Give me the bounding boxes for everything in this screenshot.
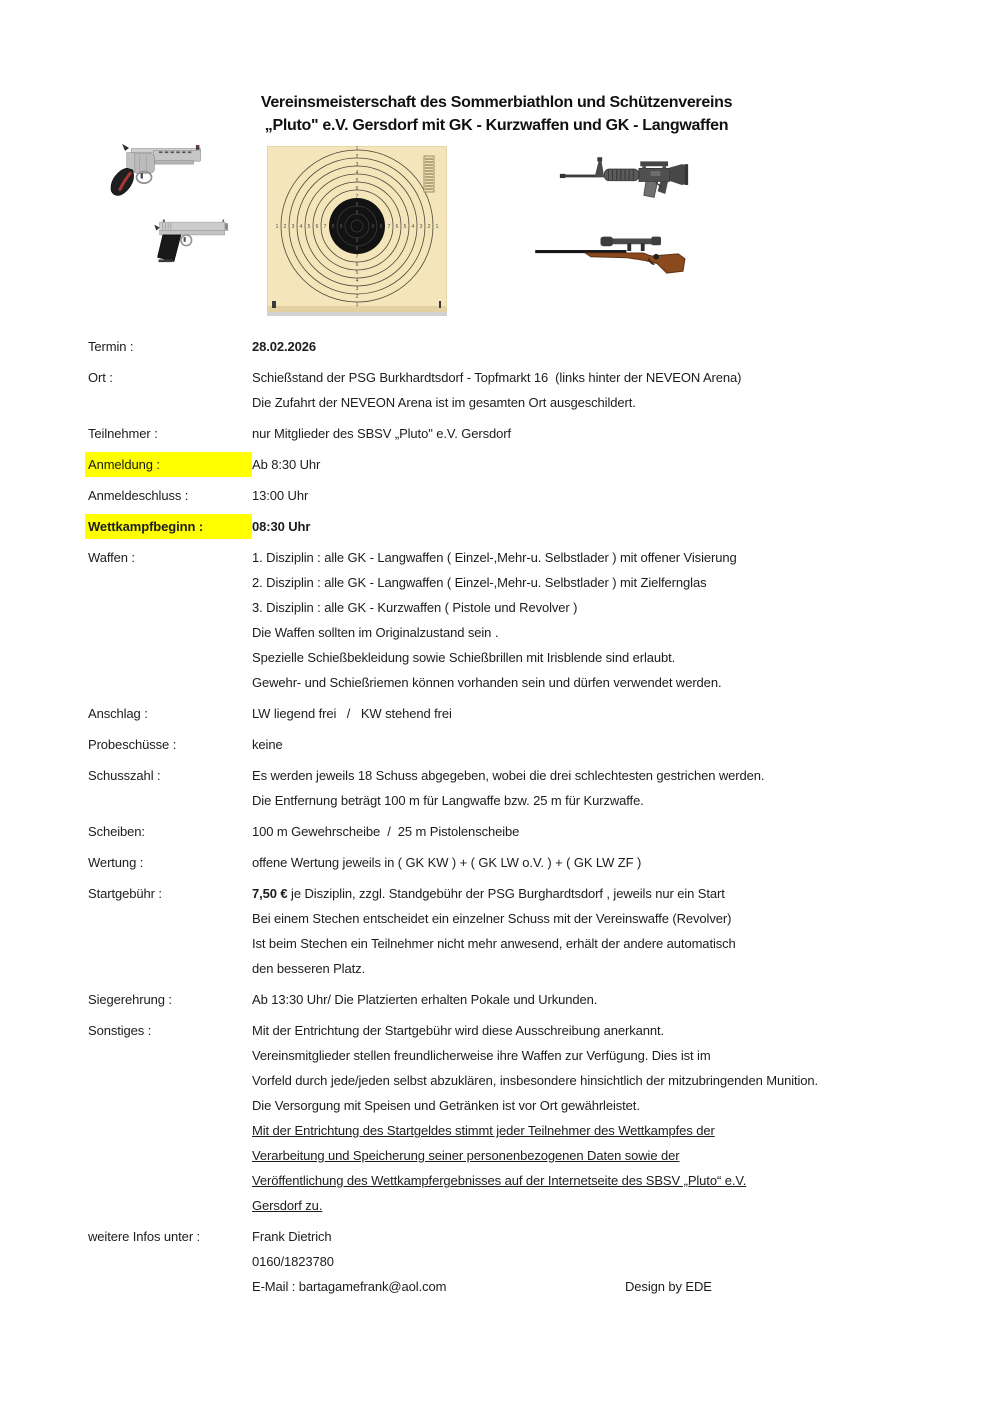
svg-text:8: 8: [355, 246, 359, 252]
info-table: [88, 334, 910, 1305]
row-label: Probeschüsse :: [88, 737, 177, 752]
text-segment: Schießstand der PSG Burkhardtsdorf - Topfmarkt 16 (links hinter der NEVEON Arena): [252, 370, 742, 385]
text-segment: Design by EDE: [625, 1279, 712, 1294]
text-segment: Die Waffen sollten im Originalzustand sein .: [252, 625, 499, 640]
value-line: [252, 670, 910, 695]
text-segment: E-Mail : bartagamefrank@aol.com: [252, 1279, 447, 1294]
row-label: Sonstiges :: [88, 1023, 152, 1038]
svg-text:2: 2: [283, 224, 287, 230]
shooting-target-image: [267, 146, 447, 318]
row-value: [252, 732, 910, 757]
value-line: [252, 620, 910, 645]
value-line: [252, 881, 910, 906]
svg-text:9: 9: [371, 224, 375, 230]
value-line: [252, 483, 910, 508]
text-segment: 2. Disziplin : alle GK - Langwaffen ( Einzel-,Mehr-u. Selbstlader ) mit Zielfernglas: [252, 575, 707, 590]
svg-text:5: 5: [403, 224, 407, 230]
text-segment: Frank Dietrich: [252, 1229, 332, 1244]
text-segment: Bei einem Stechen entscheidet ein einzelner Schuss mit der Vereinswaffe (Revolver): [252, 911, 732, 926]
row-label: Termin :: [88, 339, 134, 354]
svg-text:3: 3: [355, 162, 359, 168]
info-row: [88, 819, 910, 844]
text-segment: Ab 8:30 Uhr: [252, 457, 321, 472]
text-segment: Die Zufahrt der NEVEON Arena ist im gesamten Ort ausgeschildert.: [252, 395, 636, 410]
info-row: [88, 732, 910, 757]
info-row: [88, 514, 910, 539]
svg-text:2: 2: [355, 154, 359, 160]
value-line: [252, 987, 910, 1012]
info-row: [88, 365, 910, 415]
svg-text:4: 4: [411, 224, 415, 230]
svg-text:4: 4: [355, 278, 359, 284]
row-value: [252, 701, 910, 726]
value-line: [252, 788, 910, 813]
svg-text:5: 5: [355, 178, 359, 184]
page-title-line1: Vereinsmeisterschaft des Sommerbiathlon und Schützenvereins: [260, 94, 733, 111]
row-label: Siegerehrung :: [88, 992, 172, 1007]
value-line: [252, 1143, 910, 1168]
row-value: [252, 1224, 910, 1299]
info-row: [88, 1018, 910, 1218]
value-line: [252, 365, 910, 390]
row-label: Wertung :: [88, 855, 144, 870]
value-line: [252, 1274, 910, 1299]
value-line: [252, 1093, 910, 1118]
value-line: [252, 1224, 910, 1249]
value-line: [252, 452, 910, 477]
row-label: Scheiben:: [88, 824, 145, 839]
text-segment: 13:00 Uhr: [252, 488, 309, 503]
row-value: [252, 452, 910, 477]
value-line: [252, 956, 910, 981]
value-line: [252, 645, 910, 670]
svg-text:7: 7: [387, 224, 391, 230]
info-row: [88, 421, 910, 446]
text-segment: 0160/1823780: [252, 1254, 334, 1269]
value-line: [252, 1249, 910, 1274]
row-value: [252, 850, 910, 875]
info-row: [88, 545, 910, 695]
text-segment: Die Versorgung mit Speisen und Getränken ist vor Ort gewährleistet.: [252, 1098, 640, 1113]
row-label: Ort :: [88, 370, 113, 385]
svg-text:7: 7: [355, 254, 359, 260]
svg-text:9: 9: [355, 210, 359, 216]
header-images: [0, 0, 993, 335]
row-value: [252, 483, 910, 508]
info-row: [88, 987, 910, 1012]
value-line: [252, 906, 910, 931]
row-value: [252, 1018, 910, 1218]
revolver-image: [106, 141, 204, 201]
row-label: weitere Infos unter :: [88, 1229, 201, 1244]
text-segment: keine: [252, 737, 283, 752]
row-value: [252, 987, 910, 1012]
text-segment: 08:30 Uhr: [252, 519, 311, 534]
text-segment: nur Mitglieder des SBSV „Pluto" e.V. Gersdorf: [252, 426, 512, 441]
svg-text:5: 5: [355, 270, 359, 276]
value-line: [252, 1068, 910, 1093]
svg-text:3: 3: [419, 224, 423, 230]
text-segment: 100 m Gewehrscheibe / 25 m Pistolenscheibe: [252, 824, 520, 839]
text-segment: je Disziplin, zzgl. Standgebühr der PSG Burghardtsdorf , jeweils nur ein Start: [287, 886, 725, 901]
text-segment: Vereinsmitglieder stellen freundlicherweise ihre Waffen zur Verfügung. Dies ist im: [252, 1048, 711, 1063]
info-row: [88, 334, 910, 359]
info-row: [88, 701, 910, 726]
svg-text:4: 4: [355, 170, 359, 176]
value-line: [252, 732, 910, 757]
text-segment: LW liegend frei / KW stehend frei: [252, 706, 452, 721]
text-segment: Spezielle Schießbekleidung sowie Schießbrillen mit Irisblende sind erlaubt.: [252, 650, 676, 665]
svg-text:3: 3: [291, 224, 295, 230]
text-segment: Mit der Entrichtung der Startgebühr wird diese Ausschreibung anerkannt.: [252, 1023, 665, 1038]
text-segment: Ist beim Stechen ein Teilnehmer nicht mehr anwesend, erhält der andere automatisch: [252, 936, 736, 951]
info-row: [88, 1224, 910, 1299]
row-label: Anmeldeschluss :: [88, 488, 189, 503]
info-row: [88, 850, 910, 875]
svg-text:5: 5: [307, 224, 311, 230]
text-segment: 1. Disziplin : alle GK - Langwaffen ( Einzel-,Mehr-u. Selbstlader ) mit offener Visierung: [252, 550, 737, 565]
value-line: [252, 850, 910, 875]
text-segment: den besseren Platz.: [252, 961, 366, 976]
row-value: [252, 763, 910, 813]
row-label: Anschlag :: [88, 706, 148, 721]
row-value: [252, 514, 910, 539]
svg-text:1: 1: [275, 224, 279, 230]
text-segment: Mit der Entrichtung des Startgeldes stimmt jeder Teilnehmer des Wettkampfes der: [252, 1123, 715, 1138]
value-line: [252, 819, 910, 844]
row-label: Schusszahl :: [88, 768, 161, 783]
value-line: [252, 1168, 910, 1193]
value-line: [252, 595, 910, 620]
ar15-rifle-image: [534, 151, 714, 203]
svg-text:1: 1: [435, 224, 439, 230]
text-segment: Veröffentlichung des Wettkampfergebnisses auf der Internetseite des SBSV „Pluto“ e.V.: [252, 1173, 747, 1188]
scoped-rifle-image: [533, 227, 691, 275]
row-value: [252, 545, 910, 695]
value-line: [252, 1043, 910, 1068]
value-line: [252, 931, 910, 956]
text-segment: Vorfeld durch jede/jeden selbst abzuklären, insbesondere hinsichtlich der mitzubringenden Munition.: [252, 1073, 819, 1088]
info-row: [88, 881, 910, 981]
value-line: [252, 514, 910, 539]
info-row: [88, 763, 910, 813]
svg-text:2: 2: [355, 294, 359, 300]
text-segment: Es werden jeweils 18 Schuss abgegeben, wobei die drei schlechtesten gestrichen werden.: [252, 768, 765, 783]
value-line: [252, 570, 910, 595]
svg-text:6: 6: [355, 186, 359, 192]
value-line: [252, 334, 910, 359]
value-line: [252, 1018, 910, 1043]
value-line: [252, 1118, 910, 1143]
value-line: [252, 421, 910, 446]
info-row: [88, 483, 910, 508]
svg-text:3: 3: [355, 286, 359, 292]
value-line: [252, 390, 910, 415]
svg-text:1: 1: [355, 302, 359, 308]
svg-text:8: 8: [379, 224, 383, 230]
svg-text:7: 7: [355, 194, 359, 200]
row-value: [252, 881, 910, 981]
svg-text:9: 9: [355, 238, 359, 244]
svg-text:9: 9: [339, 224, 343, 230]
row-label: Startgebühr :: [88, 886, 162, 901]
svg-text:6: 6: [355, 262, 359, 268]
text-segment: Gewehr- und Schießriemen können vorhanden sein und dürfen verwendet werden.: [252, 675, 722, 690]
text-segment: Verarbeitung und Speicherung seiner personenbezogenen Daten sowie der: [252, 1148, 680, 1163]
text-segment: offene Wertung jeweils in ( GK KW ) + ( GK LW o.V. ) + ( GK LW ZF ): [252, 855, 642, 870]
text-segment: Die Entfernung beträgt 100 m für Langwaffe bzw. 25 m für Kurzwaffe.: [252, 793, 644, 808]
row-label: Anmeldung :: [85, 452, 252, 477]
row-value: [252, 334, 910, 359]
text-segment: 7,50 €: [252, 886, 288, 901]
text-segment: 28.02.2026: [252, 339, 317, 354]
svg-text:6: 6: [315, 224, 319, 230]
row-label: Waffen :: [88, 550, 135, 565]
row-value: [252, 365, 910, 415]
svg-text:1: 1: [355, 146, 359, 152]
svg-text:2: 2: [427, 224, 431, 230]
svg-text:7: 7: [323, 224, 327, 230]
row-label: Teilnehmer :: [88, 426, 158, 441]
value-line: [252, 701, 910, 726]
text-segment: Gersdorf zu.: [252, 1198, 323, 1213]
svg-text:4: 4: [299, 224, 303, 230]
value-line: [252, 763, 910, 788]
page-title-line2: „Pluto" e.V. Gersdorf mit GK - Kurzwaffen und GK - Langwaffen: [264, 117, 729, 134]
svg-text:8: 8: [355, 202, 359, 208]
row-label: Wettkampfbeginn :: [85, 514, 252, 539]
target-barcode: [424, 156, 434, 192]
value-line: [252, 545, 910, 570]
row-value: [252, 421, 910, 446]
pistol-image: [150, 214, 230, 266]
row-value: [252, 819, 910, 844]
info-row: [88, 452, 910, 477]
text-segment: 3. Disziplin : alle GK - Kurzwaffen ( Pistole und Revolver ): [252, 600, 578, 615]
value-line: [252, 1193, 910, 1218]
svg-text:6: 6: [395, 224, 399, 230]
svg-text:8: 8: [331, 224, 335, 230]
text-segment: Ab 13:30 Uhr/ Die Platzierten erhalten Pokale und Urkunden.: [252, 992, 598, 1007]
